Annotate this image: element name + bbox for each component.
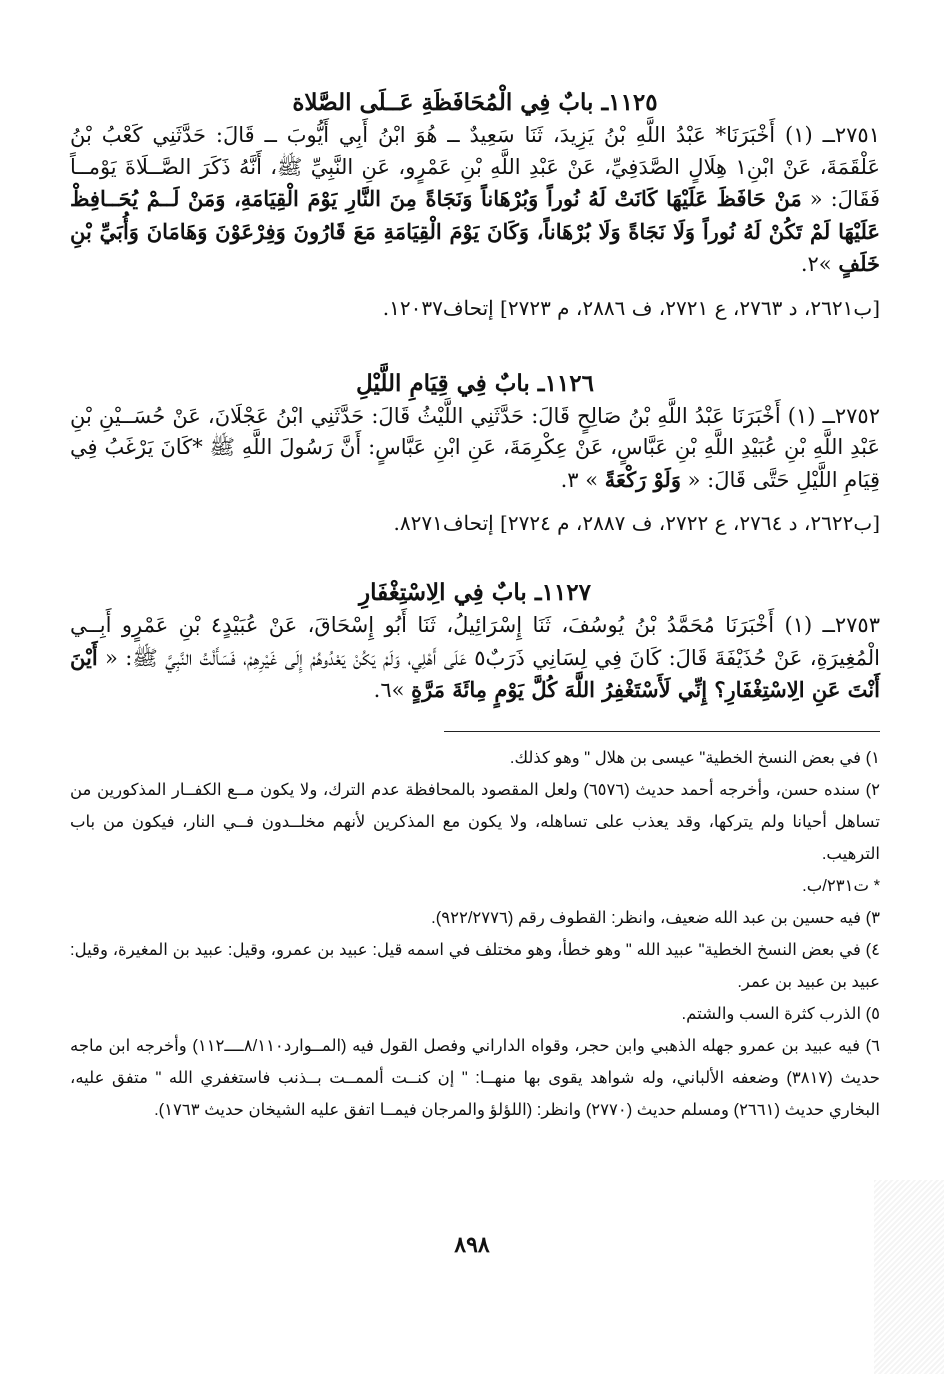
hadith-2753-end: »٦. xyxy=(373,678,412,702)
hadith-2751-isnad: ٢٧٥١ــ (١) أَخْبَرَنَا* عَبْدُ اللَّهِ بْنُ يَزِيدَ، ثَنَا سَعِيدٌ ــ هُوَ ابْنُ أَبِي أَيُّوبَ ــ قَالَ: حَدَّثَنِي كَعْبُ بْنُ عَلْقَمَةَ، عَنْ ابْنِ١ هِلَالٍ الصَّدَفِيِّ، عَنْ عَبْدِ اللَّهِ بْنِ عَمْرٍو، عَنِ النَّبِيِّ ﷺ، أَنَّهُ ذَكَرَ الصَّــلَاةَ يَوْمــاً فَقَالَ: « xyxy=(70,123,880,211)
footnote-5: ٥) الذرب كثرة السب والشتم. xyxy=(681,1004,880,1023)
scan-edge-shading xyxy=(874,1180,944,1374)
chapter-title-1126: ١١٢٦ـ بابٌ فِي قِيَامِ اللَّيْلِ xyxy=(356,369,594,397)
hadith-2751 xyxy=(70,120,880,281)
hadith-2752-end: » ٣. xyxy=(560,467,605,492)
footnote-3: ٣) فيه حسين بن عبد الله ضعيف، وانظر: القطوف رقم (٩٢٢/٢٧٧٦). xyxy=(431,908,880,927)
hadith-2752 xyxy=(70,401,880,497)
footnote-4: ٤) في بعض النسخ الخطية" عبيد الله " وهو خطأ، وهو مختلف في اسمه قيل: عبيد بن عمرو، وقيل: عبيد بن المغيرة، وقيل: عبيد بن عبيد بن عمر. xyxy=(70,940,880,991)
footnote-star: * ت٢٣١/ب. xyxy=(802,876,880,895)
hadith-2753-isnad: ٢٧٥٣ــ (١) أَخْبَرَنَا مُحَمَّدُ بْنُ يُوسُفَ، ثَنَا إِسْرَائِيلُ، ثَنَا أَبُو إِسْحَاقَ، عَنْ عُبَيْدٍ٤ بْنِ عَمْرٍو أَبِــي الْمُغِيرَةِ، عَنْ حُذَيْفَةَ قَالَ: كَانَ فِي لِسَانِي ذَرَبٌ٥ عَلَى أَهْلِي، وَلَمْ يَكُنْ يَعْدُوهُمْ إِلَى غَيْرِهِمْ، فَسَأَلْتُ النَّبِيَّ ﷺ: « xyxy=(70,613,880,670)
hadith-2752-isnad: ٢٧٥٢ــ (١) أَخْبَرَنَا عَبْدُ اللَّهِ بْنُ صَالِحٍ قَالَ: حَدَّثَنِي اللَّيْثُ قَالَ: حَدَّثَنِي ابْنُ عَجْلَانَ، عَنْ حُسَــيْنِ بْنِ عَبْدِ اللَّهِ بْنِ عُبَيْدِ اللَّهِ بْنِ عَبَّاسٍ، عَنْ عِكْرِمَةَ، عَنِ ابْنِ عَبَّاسٍ: أَنَّ رَسُولَ اللَّهِ ﷺ *كَانَ يَرْغَبُ فِي قِيَامِ اللَّيْلِ حَتَّى قَالَ: « xyxy=(70,403,880,492)
hadith-2751-end: »٢. xyxy=(800,252,839,276)
hadith-2751-matn: مَنْ حَافَظَ عَلَيْهَا كَانَتْ لَهُ نُوراً وَبُرْهَاناً وَنَجَاةً مِنَ النَّارِ يَوْمَ الْقِيَامَةِ، وَمَنْ لَــمْ يُحَــافِظْ عَلَيْهَا لَمْ تَكُنْ لَهُ نُوراً وَلَا نَجَاةً وَلَا بُرْهَاناً، وَكَانَ يَوْمَ الْقِيَامَةِ مَعَ قَارُونَ وَفِرْعَوْنَ وَهَامَانَ وَأُبَيِّ بْنِ خَلَفٍ xyxy=(70,186,880,276)
hadith-2753 xyxy=(70,610,880,707)
document-page xyxy=(70,86,880,1126)
footnote-6: ٦) فيه عبيد بن عمرو جهله الذهبي وابن حجر، وقواه الداراني وفصل القول فيه (المــوارد٨/١١٠ــــ١١٢) وأخرجه ابن ماجه حديث (٣٨١٧) وضعفه الألباني، وله شواهد يقوى بها منهــا: " إن كنــت ألممــت بــذنب فاستغفري الله " متفق عليه، البخاري حديث (٢٦٦١) ومسلم حديث (٢٧٧٠) وانظر: (اللؤلؤ والمرجان فيمــا اتفق عليه الشيخان حديث ١٧٦٣). xyxy=(70,1036,880,1119)
hadith-2751-references: [ب٢٦٢١، د ٢٧٦٣، ع ٢٧٢١، ف ٢٨٨٦، م ٢٧٢٣] إتحاف١٢٠٣٧. xyxy=(382,295,880,320)
page-number: ٨٩٨ xyxy=(454,1232,490,1258)
footnote-separator xyxy=(444,731,880,732)
hadith-2753-matn: أَيْنَ أَنْتَ عَنِ الِاسْتِغْفَارِ؟ إِنِّي لَأَسْتَغْفِرُ اللَّهَ كُلَّ يَوْمٍ مِائَةَ مَرَّةٍ xyxy=(70,644,880,702)
footnote-1: ١) في بعض النسخ الخطية" عيسى بن هلال " وهو كذلك. xyxy=(509,748,880,767)
hadith-2752-matn: وَلَوْ رَكْعَةً xyxy=(604,466,681,492)
chapter-title-1127: ١١٢٧ـ بابٌ فِي الِاسْتِغْفَارِ xyxy=(359,579,591,606)
hadith-2752-references: [ب٢٦٢٢، د ٢٧٦٤، ع ٢٧٢٢، ف ٢٨٨٧، م ٢٧٢٤] إتحاف٨٢٧١. xyxy=(393,511,880,535)
chapter-title-1125: ١١٢٥ـ بابٌ فِي الْمُحَافَظَةِ عَــلَى الصَّلاة xyxy=(292,89,658,116)
footnotes xyxy=(70,742,880,1126)
footnote-2: ٢) سنده حسن، وأخرجه أحمد حديث (٦٥٧٦) ولعل المقصود بالمحافظة عدم الترك، ولا يكون مــع الكفــار المذكورين من تساهل أحيانا ولم يتركها، وقد يعذب على تساهله، ولا يكون مع المذكرين لأنهم مخلــدون فــي النار، فيكون من باب الترهيب. xyxy=(70,780,880,863)
